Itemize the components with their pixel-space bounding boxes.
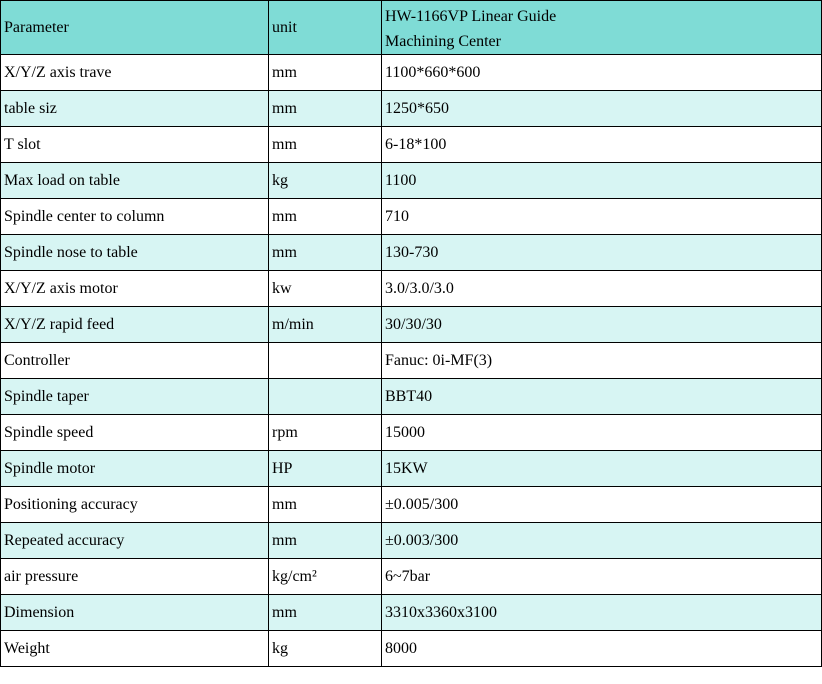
row-unit: mm [269,91,382,127]
table-row [1,91,822,127]
row-value: 1250*650 [382,91,822,127]
row-value: 3.0/3.0/3.0 [382,271,822,307]
row-unit: mm [269,199,382,235]
row-parameter: air pressure [1,559,269,595]
row-value: 6-18*100 [382,127,822,163]
row-unit: HP [269,451,382,487]
row-value: 8000 [382,631,822,667]
header-row [1,1,822,55]
row-value: 1100 [382,163,822,199]
row-parameter: Spindle nose to table [1,235,269,271]
table-row [1,415,822,451]
table-row [1,487,822,523]
row-value: 15KW [382,451,822,487]
table-row [1,271,822,307]
row-unit: kg [269,163,382,199]
table-row [1,199,822,235]
header-parameter: Parameter [1,1,269,55]
row-unit [269,343,382,379]
row-parameter: Controller [1,343,269,379]
table-row [1,559,822,595]
row-parameter: X/Y/Z axis trave [1,55,269,91]
row-parameter: X/Y/Z axis motor [1,271,269,307]
header-model-line2: Machining Center [385,33,501,50]
row-value: ±0.005/300 [382,487,822,523]
row-parameter: Spindle center to column [1,199,269,235]
row-unit: mm [269,523,382,559]
row-parameter: Spindle speed [1,415,269,451]
row-parameter: Dimension [1,595,269,631]
header-model [382,1,822,55]
row-unit: m/min [269,307,382,343]
table-row [1,631,822,667]
spec-table-body [1,1,822,667]
row-value: 15000 [382,415,822,451]
row-unit: mm [269,487,382,523]
table-row [1,127,822,163]
header-unit: unit [269,1,382,55]
table-row [1,379,822,415]
table-row [1,343,822,379]
row-unit: mm [269,55,382,91]
table-row [1,307,822,343]
row-parameter: Max load on table [1,163,269,199]
row-unit: mm [269,235,382,271]
row-value: ±0.003/300 [382,523,822,559]
row-unit: kw [269,271,382,307]
row-parameter: table siz [1,91,269,127]
row-parameter: T slot [1,127,269,163]
row-unit: kg/cm² [269,559,382,595]
row-unit: mm [269,127,382,163]
row-value: Fanuc: 0i-MF(3) [382,343,822,379]
row-unit [269,379,382,415]
table-row [1,451,822,487]
row-parameter: Spindle motor [1,451,269,487]
row-value: 1100*660*600 [382,55,822,91]
row-unit: kg [269,631,382,667]
row-parameter: Repeated accuracy [1,523,269,559]
row-value: 3310x3360x3100 [382,595,822,631]
row-unit: rpm [269,415,382,451]
table-row [1,595,822,631]
row-unit: mm [269,595,382,631]
row-value: 130-730 [382,235,822,271]
row-value: 30/30/30 [382,307,822,343]
row-value: 6~7bar [382,559,822,595]
header-model-line1: HW-1166VP Linear Guide [385,8,557,25]
table-row [1,523,822,559]
table-row [1,235,822,271]
table-row [1,163,822,199]
row-parameter: X/Y/Z rapid feed [1,307,269,343]
row-value: 710 [382,199,822,235]
row-parameter: Weight [1,631,269,667]
row-value: BBT40 [382,379,822,415]
row-parameter: Spindle taper [1,379,269,415]
row-parameter: Positioning accuracy [1,487,269,523]
table-row [1,55,822,91]
